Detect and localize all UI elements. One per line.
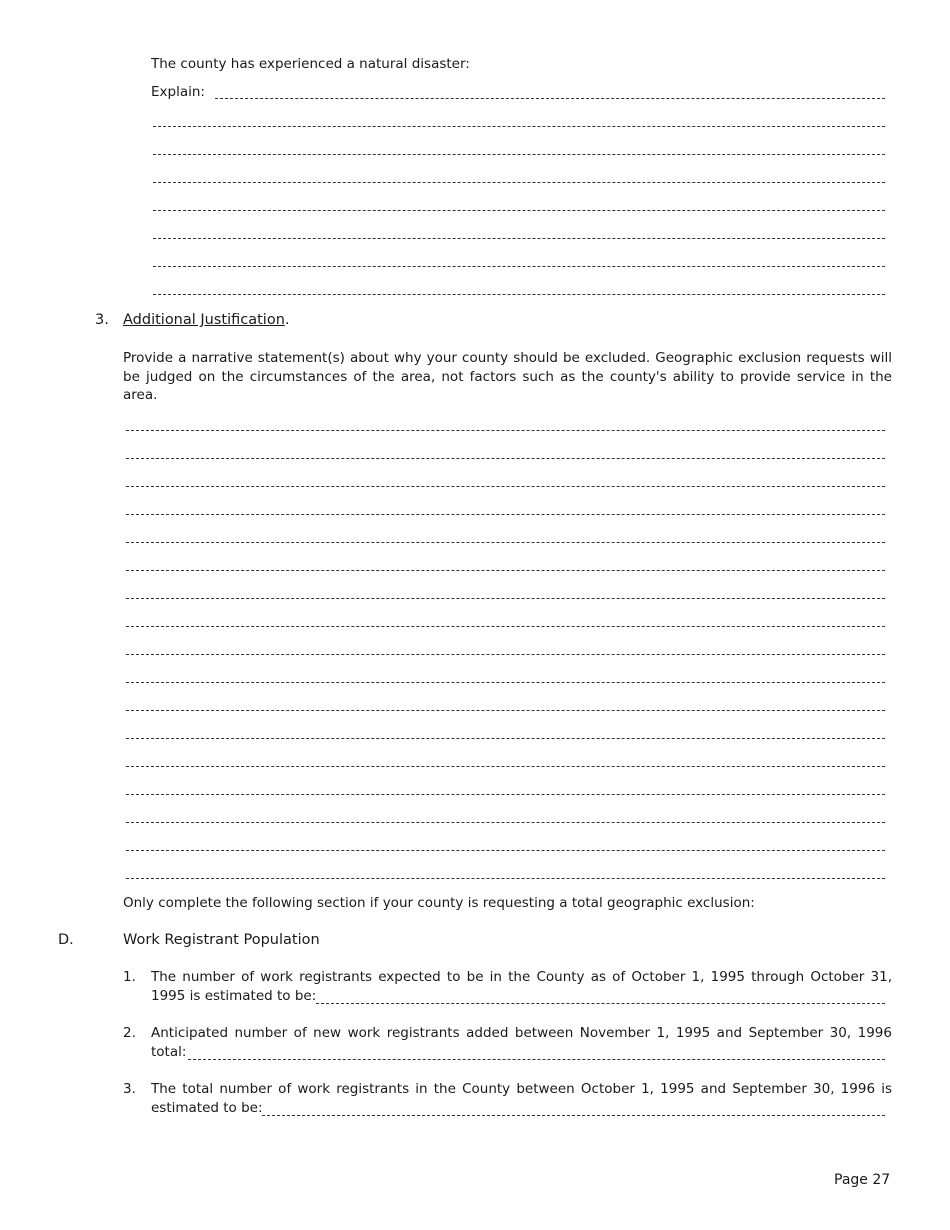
justification-blank-line[interactable]	[126, 626, 885, 627]
justification-blank-line[interactable]	[126, 458, 885, 459]
justification-blank-line[interactable]	[126, 514, 885, 515]
section-d-letter: D.	[58, 932, 74, 948]
justification-blank-line[interactable]	[126, 794, 885, 795]
section-3-title: Additional Justification	[123, 312, 285, 328]
justification-blank-line[interactable]	[126, 542, 885, 543]
justification-blank-line[interactable]	[126, 654, 885, 655]
justification-blank-line[interactable]	[126, 430, 885, 431]
explain-blank-line[interactable]	[215, 98, 885, 99]
registrant-item-tail: total:	[151, 1044, 187, 1060]
section-3-number: 3.	[95, 312, 109, 328]
section-d-title: Work Registrant Population	[123, 932, 320, 948]
registrant-item-text: The number of work registrants expected to be in the County as of October 1, 1995 through October 31,	[151, 969, 892, 985]
justification-blank-line[interactable]	[126, 738, 885, 739]
explain-blank-line[interactable]	[153, 294, 885, 295]
explain-blank-line[interactable]	[153, 182, 885, 183]
only-complete-note: Only complete the following section if your county is requesting a total geographic exclusion:	[123, 895, 755, 911]
explain-blank-line[interactable]	[153, 126, 885, 127]
registrant-estimate-blank[interactable]	[262, 1115, 885, 1116]
justification-blank-line[interactable]	[126, 570, 885, 571]
explain-blank-line[interactable]	[153, 238, 885, 239]
registrant-item-text: The total number of work registrants in the County between October 1, 1995 and September 30, 1996 is	[151, 1081, 892, 1097]
justification-blank-line[interactable]	[126, 850, 885, 851]
registrant-item-tail: estimated to be:	[151, 1100, 263, 1116]
section-3-heading	[123, 312, 290, 328]
natural-disaster-statement: The county has experienced a natural disaster:	[151, 56, 470, 72]
explain-blank-line[interactable]	[153, 266, 885, 267]
justification-blank-line[interactable]	[126, 486, 885, 487]
registrant-item-number: 1.	[123, 969, 136, 985]
justification-blank-line[interactable]	[126, 766, 885, 767]
justification-blank-line[interactable]	[126, 822, 885, 823]
justification-blank-line[interactable]	[126, 682, 885, 683]
justification-blank-line[interactable]	[126, 878, 885, 879]
section-3-title-suffix: .	[284, 312, 290, 328]
section-3-narrative: Provide a narrative statement(s) about why your county should be excluded. Geographic exclusion requests will be judged on the circumstances of the area, not factors such as the county's ability to provide service in the area.	[123, 350, 892, 403]
explain-blank-line[interactable]	[153, 210, 885, 211]
explain-blank-line[interactable]	[153, 154, 885, 155]
justification-blank-line[interactable]	[126, 598, 885, 599]
explain-label: Explain:	[151, 84, 205, 100]
registrant-item-tail: 1995 is estimated to be:	[151, 988, 317, 1004]
registrant-estimate-blank[interactable]	[316, 1003, 885, 1004]
page-number: Page 27	[834, 1172, 891, 1188]
registrant-item-text: Anticipated number of new work registrants added between November 1, 1995 and September 30, 1996	[151, 1025, 892, 1041]
justification-blank-line[interactable]	[126, 710, 885, 711]
registrant-item-number: 3.	[123, 1081, 136, 1097]
registrant-total-blank[interactable]	[188, 1059, 885, 1060]
registrant-item-number: 2.	[123, 1025, 136, 1041]
